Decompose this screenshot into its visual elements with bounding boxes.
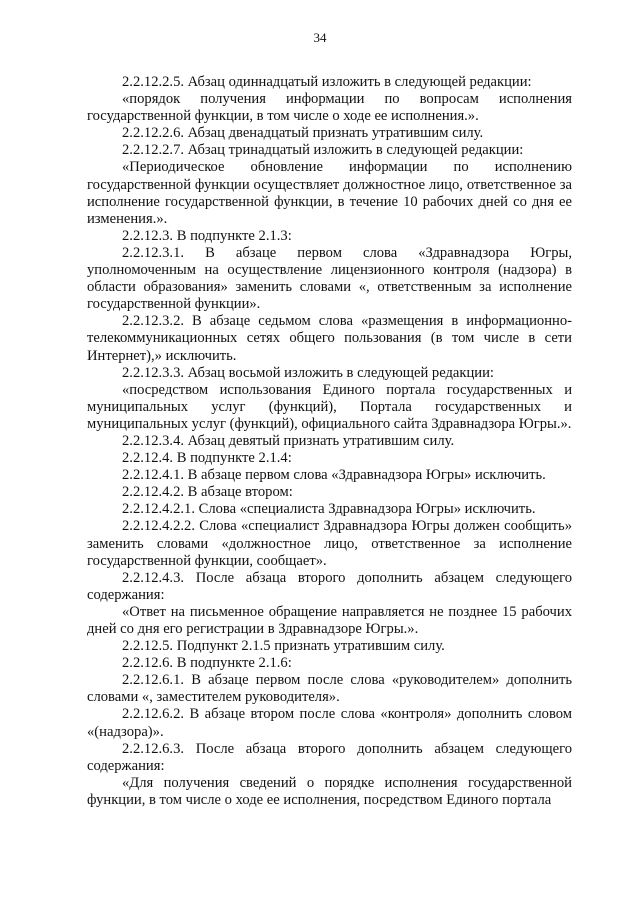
- paragraph: 2.2.12.6.2. В абзаце втором после слова «контроля» дополнить словом «(надзора)».: [87, 706, 572, 740]
- paragraph: 2.2.12.4.2. В абзаце втором:: [122, 484, 293, 501]
- paragraph: «Ответ на письменное обращение направляется не позднее 15 рабочих дней со дня его регистрации в Здравнадзоре Югры.».: [87, 603, 572, 637]
- paragraph: 2.2.12.4. В подпункте 2.1.4:: [122, 450, 292, 467]
- paragraph: 2.2.12.6. В подпункте 2.1.6:: [122, 655, 292, 672]
- paragraph: 2.2.12.3. В подпункте 2.1.3:: [122, 227, 292, 244]
- paragraph: 2.2.12.3.1. В абзаце первом слова «Здравнадзора Югры, уполномоченным на осуществление лицензионного контроля (надзора) в области образования» заменить словами «, ответственным за исполнение государственной функции».: [87, 244, 572, 313]
- paragraph: 2.2.12.6.3. После абзаца второго дополнить абзацем следующего содержания:: [87, 740, 572, 774]
- paragraph: 2.2.12.4.3. После абзаца второго дополнить абзацем следующего содержания:: [87, 569, 572, 603]
- paragraph: 2.2.12.4.2.1. Слова «специалиста Здравнадзора Югры» исключить.: [122, 501, 536, 518]
- paragraph: «Для получения сведений о порядке исполнения государственной функции, в том числе о ходе ее исполнения, посредством Единого портала: [87, 774, 572, 808]
- paragraph: 2.2.12.4.1. В абзаце первом слова «Здравнадзора Югры» исключить.: [122, 467, 546, 484]
- page-number: 34: [313, 30, 327, 45]
- paragraph: «посредством использования Единого портала государственных и муниципальных услуг (функций), Портала государственных и муниципальных услуг (функций), официального сайта Здравнадзора Югры.».: [87, 381, 572, 432]
- paragraph: 2.2.12.2.6. Абзац двенадцатый признать утратившим силу.: [122, 125, 484, 142]
- paragraph: 2.2.12.3.4. Абзац девятый признать утратившим силу.: [122, 432, 455, 449]
- paragraph: 2.2.12.3.3. Абзац восьмой изложить в следующей редакции:: [122, 364, 494, 381]
- paragraph: «порядок получения информации по вопросам исполнения государственной функции, в том числе о ходе ее исполнения.».: [87, 91, 572, 125]
- paragraph: «Периодическое обновление информации по исполнению государственной функции осуществляет должностное лицо, ответственное за исполнение государственной функции, в течение 10 рабочих дней со дня ее изменения.».: [87, 159, 572, 227]
- paragraph: 2.2.12.5. Подпункт 2.1.5 признать утратившим силу.: [122, 638, 445, 655]
- document-body: [87, 74, 572, 809]
- paragraph: 2.2.12.3.2. В абзаце седьмом слова «размещения в информационно-телекоммуникационных сетях общего пользования (в том числе в сети Интернет),» исключить.: [87, 313, 572, 364]
- paragraph: 2.2.12.2.7. Абзац тринадцатый изложить в следующей редакции:: [122, 142, 524, 159]
- paragraph: 2.2.12.6.1. В абзаце первом после слова «руководителем» дополнить словами «, заместителем руководителя».: [87, 672, 572, 706]
- paragraph: 2.2.12.4.2.2. Слова «специалист Здравнадзора Югры должен сообщить» заменить словами «должностное лицо, ответственное за исполнение государственной функции, сообщает».: [87, 518, 572, 569]
- paragraph: 2.2.12.2.5. Абзац одиннадцатый изложить в следующей редакции:: [122, 74, 532, 90]
